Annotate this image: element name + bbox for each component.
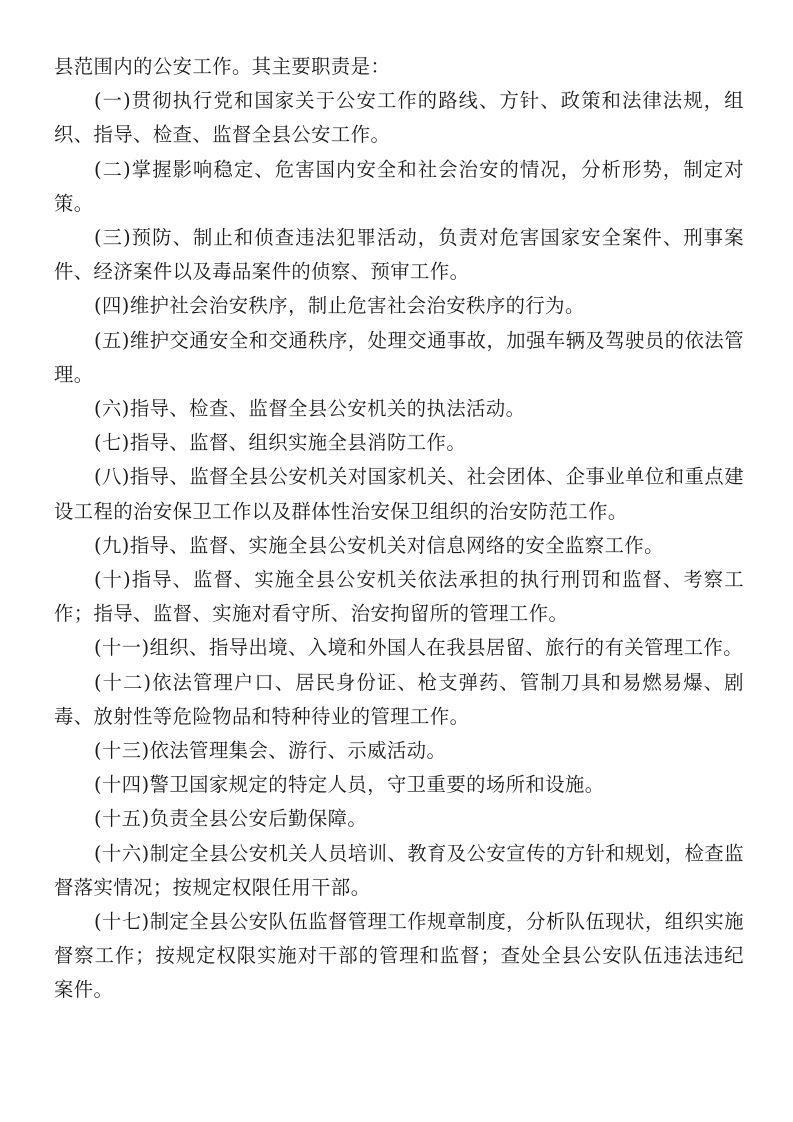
duty-item-11: (十一)组织、指导出境、入境和外国人在我县居留、旅行的有关管理工作。 <box>94 636 744 660</box>
duty-item-14: (十四)警卫国家规定的特定人员，守卫重要的场所和设施。 <box>94 773 605 797</box>
duty-item-16: (十六)制定全县公安机关人员培训、教育及公安宣传的方针和规划，检查监督落实情况；按规定权限任用干部。 <box>54 841 744 899</box>
duty-item-3: (三)预防、制止和侦查违法犯罪活动，负责对危害国家安全案件、刑事案件、经济案件以及毒品案件的侦察、预审工作。 <box>54 226 744 284</box>
duty-item-9: (九)指导、监督、实施全县公安机关对信息网络的安全监察工作。 <box>94 533 664 557</box>
duty-item-8: (八)指导、监督全县公安机关对国家机关、社会团体、企事业单位和重点建设工程的治安保卫工作以及群体性治安保卫组织的治安防范工作。 <box>54 465 744 523</box>
duty-item-17: (十七)制定全县公安队伍监督管理工作规章制度，分析队伍现状，组织实施督察工作；按规定权限实施对干部的管理和监督；查处全县公安队伍违法违纪案件。 <box>54 910 744 1002</box>
duty-item-7: (七)指导、监督、组织实施全县消防工作。 <box>94 431 467 455</box>
duty-item-2: (二)掌握影响稳定、危害国内安全和社会治安的情况，分析形势，制定对策。 <box>54 157 744 215</box>
duty-item-5: (五)维护交通安全和交通秩序，处理交通事故，加强车辆及驾驶员的依法管理。 <box>54 328 744 386</box>
duty-item-13: (十三)依法管理集会、游行、示威活动。 <box>94 739 447 763</box>
duty-item-1: (一)贯彻执行党和国家关于公安工作的路线、方针、政策和法律法规，组织、指导、检查、监督全县公安工作。 <box>54 89 744 147</box>
duty-item-6: (六)指导、检查、监督全县公安机关的执法活动。 <box>94 397 526 421</box>
intro-paragraph: 县范围内的公安工作。其主要职责是： <box>54 55 391 78</box>
duty-item-15: (十五)负责全县公安后勤保障。 <box>94 807 368 831</box>
document-body <box>54 50 744 1008</box>
duty-item-12: (十二)依法管理户口、居民身份证、枪支弹药、管制刀具和易燃易爆、剧毒、放射性等危险物品和特种待业的管理工作。 <box>54 670 744 728</box>
duty-item-10: (十)指导、监督、实施全县公安机关依法承担的执行刑罚和监督、考察工作；指导、监督、实施对看守所、治安拘留所的管理工作。 <box>54 568 744 626</box>
duty-item-4: (四)维护社会治安秩序，制止危害社会治安秩序的行为。 <box>94 294 585 318</box>
